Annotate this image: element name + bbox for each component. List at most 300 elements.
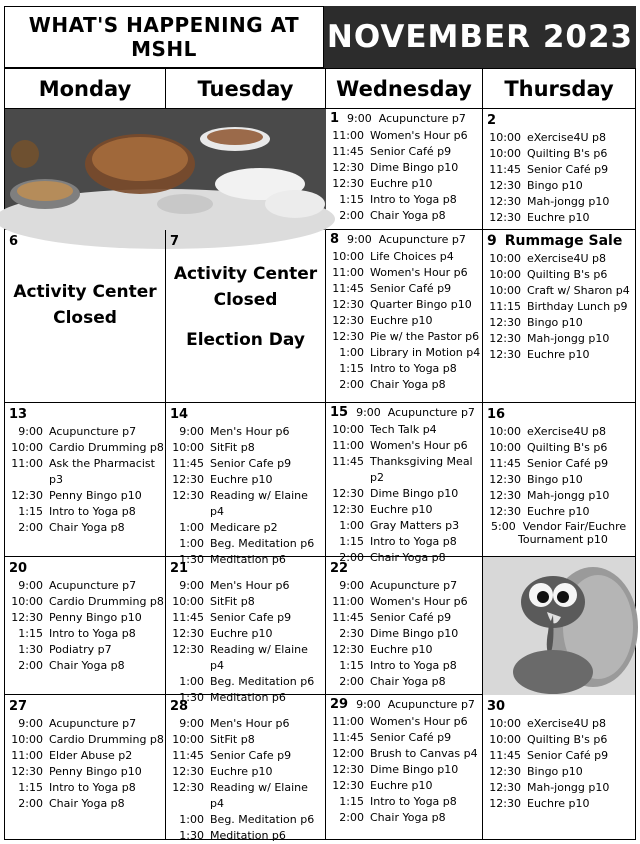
- event-name: Intro to Yoga p8: [370, 535, 457, 548]
- event-name: Dime Bingo p10: [370, 763, 459, 776]
- event-item: [485, 456, 635, 472]
- rummage-sale-title: Rummage Sale: [504, 233, 623, 249]
- event-time: 12:30: [332, 763, 364, 776]
- event-name: Intro to Yoga p8: [49, 627, 136, 640]
- event-item: [328, 518, 482, 534]
- event-item: [328, 746, 482, 762]
- day-cell-30: [483, 695, 635, 839]
- event-name: Ask the Pharmacist: [49, 457, 155, 470]
- event-name: Dime Bingo p10: [370, 627, 459, 640]
- day-number: 21: [170, 561, 189, 576]
- event-item: [168, 812, 325, 828]
- event-time: 10:00: [172, 595, 204, 608]
- event-time: 12:30: [332, 779, 364, 792]
- event-item: [328, 192, 482, 208]
- event-name: Men's Hour p6: [210, 717, 290, 730]
- event-name: Mah-jongg p10: [527, 195, 610, 208]
- event-name: Intro to Yoga p8: [370, 193, 457, 206]
- event-item: [328, 810, 482, 826]
- event-time: 12:30: [489, 332, 521, 345]
- event-name: Cardio Drumming p8: [49, 441, 164, 454]
- event-item: [328, 730, 482, 746]
- event-item: [485, 764, 635, 780]
- event-time: 2:00: [339, 209, 364, 222]
- event-name: Euchre p10: [527, 505, 590, 518]
- event-name: Acupuncture p7: [387, 406, 475, 419]
- event-name: Women's Hour p6: [370, 715, 468, 728]
- event-item: [485, 283, 635, 299]
- event-time: 9:00: [179, 717, 204, 730]
- event-time: 12:30: [489, 473, 521, 486]
- day-cell-27: [5, 695, 166, 839]
- event-name: Senior Café p9: [527, 163, 609, 176]
- event-time: 12:30: [172, 473, 204, 486]
- event-time: 10:00: [332, 250, 364, 263]
- event-name: Acupuncture p7: [387, 698, 475, 711]
- event-name: Chair Yoga p8: [49, 797, 125, 810]
- event-time: 12:30: [489, 195, 521, 208]
- event-name: Intro to Yoga p8: [370, 795, 457, 808]
- event-item: [485, 146, 635, 162]
- page-title: WHAT'S HAPPENING AT MSHL: [4, 6, 324, 68]
- day-number: 2: [487, 113, 497, 128]
- event-time: 10:00: [489, 147, 521, 160]
- event-name: Birthday Lunch p9: [527, 300, 628, 313]
- calendar-page: [4, 6, 636, 840]
- event-time: 11:00: [332, 266, 364, 279]
- event-name: Quilting B's p6: [527, 268, 608, 281]
- event-time: 10:00: [489, 425, 521, 438]
- event-time: 10:00: [489, 252, 521, 265]
- event-time: 12:30: [489, 489, 521, 502]
- event-time: 11:45: [332, 145, 364, 158]
- event-time: 1:30: [179, 691, 204, 704]
- event-time: 11:45: [332, 282, 364, 295]
- event-time: 11:45: [172, 749, 204, 762]
- event-time: 12:30: [332, 298, 364, 311]
- event-name: SitFit p8: [210, 595, 255, 608]
- event-item: [328, 160, 482, 176]
- event-item: [485, 251, 635, 267]
- event-time: 12:30: [332, 177, 364, 190]
- event-name: Craft w/ Sharon p4: [527, 284, 630, 297]
- event-item: [485, 194, 635, 210]
- event-name: Tech Talk p4: [370, 423, 437, 436]
- event-name: Elder Abuse p2: [49, 749, 133, 762]
- event-name: Meditation p6: [210, 691, 286, 704]
- event-name: Euchre p10: [370, 177, 433, 190]
- election-day-label: Election Day: [186, 330, 305, 350]
- event-item: [328, 265, 482, 281]
- vendor-fair-event: 5:00 Vendor Fair/Euchre Tournament p10: [491, 520, 627, 546]
- event-item: [485, 315, 635, 331]
- event-item: [328, 658, 482, 674]
- event-name: Senior Cafe p9: [210, 457, 292, 470]
- event-name: Podiatry p7: [49, 643, 112, 656]
- day-cell-9: [483, 230, 635, 403]
- event-time: 2:00: [339, 378, 364, 391]
- event-time: 10:00: [489, 268, 521, 281]
- event-name: Chair Yoga p8: [49, 659, 125, 672]
- event-name: Acupuncture p7: [49, 425, 137, 438]
- event-time: 2:00: [339, 675, 364, 688]
- event-list: [483, 422, 635, 520]
- event-name: Meditation p6: [210, 553, 286, 566]
- event-item: [7, 488, 165, 504]
- event-name: Euchre p10: [370, 779, 433, 792]
- event-item: [485, 716, 635, 732]
- event-item: [485, 331, 635, 347]
- day-number: 7: [170, 234, 180, 249]
- day-number: 6: [9, 234, 19, 249]
- event-time: 11:00: [332, 595, 364, 608]
- event-item: [485, 347, 635, 363]
- event-time: 12:00: [332, 747, 364, 760]
- event-name: Beg. Meditation p6: [210, 813, 315, 826]
- event-name: Bingo p10: [527, 765, 583, 778]
- event-name: Chair Yoga p8: [370, 378, 446, 391]
- event-item: [7, 610, 165, 626]
- event-name: Beg. Meditation p6: [210, 537, 315, 550]
- event-time: 9:00: [339, 579, 364, 592]
- event-item: [328, 313, 482, 329]
- event-time: 11:00: [332, 439, 364, 452]
- event-time: 9:00: [18, 425, 43, 438]
- event-item: [7, 520, 165, 536]
- event-time: 11:45: [172, 457, 204, 470]
- event-item: [168, 626, 325, 642]
- event-item: [328, 714, 482, 730]
- event-name: Intro to Yoga p8: [370, 659, 457, 672]
- event-name: Women's Hour p6: [370, 129, 468, 142]
- event-item: [168, 472, 325, 488]
- event-time: 11:45: [489, 749, 521, 762]
- event-item: [168, 674, 325, 690]
- event-name: Gray Matters p3: [370, 519, 460, 532]
- event-time: 9:00: [179, 425, 204, 438]
- event-name: Quilting B's p6: [527, 147, 608, 160]
- day-number: 15: [330, 405, 349, 420]
- event-name: Women's Hour p6: [370, 266, 468, 279]
- event-list: [326, 126, 482, 224]
- event-name: Quilting B's p6: [527, 733, 608, 746]
- event-item: [168, 610, 325, 626]
- event-item: [328, 422, 482, 438]
- calendar-grid: [4, 68, 636, 840]
- event-item: [328, 281, 482, 297]
- event-list: [5, 714, 165, 812]
- day-cell-28: [166, 695, 326, 842]
- event-name: Life Choices p4: [370, 250, 454, 263]
- event-time: 9:00: [347, 233, 372, 246]
- event-time: 12:30: [172, 489, 204, 502]
- event-name: Cardio Drumming p8: [49, 733, 164, 746]
- event-time: [7, 472, 43, 488]
- event-time: 1:15: [18, 627, 43, 640]
- event-name: Penny Bingo p10: [49, 765, 142, 778]
- event-time: 11:45: [489, 163, 521, 176]
- event-name: Men's Hour p6: [210, 425, 290, 438]
- event-time: 12:30: [11, 611, 43, 624]
- event-name: Euchre p10: [527, 348, 590, 361]
- event-time: 9:00: [347, 112, 372, 125]
- event-name: Euchre p10: [370, 314, 433, 327]
- event-name: Library in Motion p4: [370, 346, 481, 359]
- event-item: [328, 249, 482, 265]
- day-cell-21: [166, 557, 326, 704]
- event-item: [328, 578, 482, 594]
- thanksgiving-food-image: [5, 109, 326, 230]
- event-item: [328, 674, 482, 690]
- event-item: [7, 440, 165, 456]
- event-name: Acupuncture p7: [49, 579, 137, 592]
- event-name: Mah-jongg p10: [527, 781, 610, 794]
- event-time: 12:30: [489, 211, 521, 224]
- day-number: 1: [330, 111, 340, 126]
- event-item: [328, 176, 482, 192]
- event-name: Chair Yoga p8: [370, 551, 446, 564]
- event-list: [5, 422, 165, 536]
- event-item: [328, 377, 482, 393]
- event-name: Dime Bingo p10: [370, 487, 459, 500]
- event-item: [7, 732, 165, 748]
- day-cell-7: [166, 230, 326, 403]
- closed-notice: Activity Center Closed Election Day: [166, 261, 325, 353]
- event-time: 12:30: [489, 505, 521, 518]
- event-name: Medicare p2: [210, 521, 278, 534]
- event-item: [7, 456, 165, 472]
- event-name: Bingo p10: [527, 179, 583, 192]
- event-time: 10:00: [489, 733, 521, 746]
- event-item: [168, 716, 325, 732]
- event-item: [168, 520, 325, 536]
- event-item: [7, 764, 165, 780]
- event-time: 12:30: [332, 314, 364, 327]
- event-item: [328, 642, 482, 658]
- event-item: [168, 440, 325, 456]
- event-item: [7, 578, 165, 594]
- event-time: 9:00: [356, 406, 381, 419]
- event-time: 12:30: [332, 330, 364, 343]
- event-name: Euchre p10: [527, 211, 590, 224]
- event-item: [7, 424, 165, 440]
- event-time: 12:30: [11, 489, 43, 502]
- event-item: [7, 594, 165, 610]
- event-time: 1:15: [339, 362, 364, 375]
- event-time: 12:30: [332, 643, 364, 656]
- event-name: Acupuncture p7: [49, 717, 137, 730]
- event-time: 10:00: [172, 441, 204, 454]
- event-name: Chair Yoga p8: [370, 675, 446, 688]
- event-item: [328, 610, 482, 626]
- closed-notice: Activity Center Closed: [13, 282, 157, 328]
- event-time: 10:00: [489, 441, 521, 454]
- event-item: [328, 762, 482, 778]
- event-name: SitFit p8: [210, 441, 255, 454]
- day-number: 20: [9, 561, 28, 576]
- event-item: [168, 642, 325, 674]
- event-item: [485, 780, 635, 796]
- day-cell-1: [326, 109, 483, 230]
- month-title: NOVEMBER 2023: [324, 6, 636, 68]
- event-item: [7, 626, 165, 642]
- event-item: [328, 454, 482, 486]
- event-name: Euchre p10: [210, 627, 273, 640]
- event-time: 2:30: [339, 627, 364, 640]
- event-time: 10:00: [489, 131, 521, 144]
- event-item: [7, 472, 165, 488]
- day-number: 22: [330, 561, 349, 576]
- event-time: 11:45: [172, 611, 204, 624]
- event-item: [168, 732, 325, 748]
- event-name: Intro to Yoga p8: [49, 781, 136, 794]
- event-name: Dime Bingo p10: [370, 161, 459, 174]
- event-time: 1:15: [339, 193, 364, 206]
- event-item: [485, 210, 635, 226]
- event-name: Intro to Yoga p8: [370, 362, 457, 375]
- event-item: [485, 162, 635, 178]
- event-time: 11:45: [332, 731, 364, 744]
- event-time: 12:30: [489, 348, 521, 361]
- event-time: 12:30: [172, 765, 204, 778]
- event-time: 1:00: [179, 675, 204, 688]
- event-name: Cardio Drumming p8: [49, 595, 164, 608]
- event-list: [166, 714, 325, 844]
- event-name: eXercise4U p8: [527, 131, 606, 144]
- event-time: 10:00: [332, 423, 364, 436]
- event-list: [483, 249, 635, 363]
- day-cell-15: [326, 403, 483, 564]
- event-item: [485, 472, 635, 488]
- event-time: 10:00: [489, 717, 521, 730]
- day-cell-6: [5, 230, 166, 403]
- day-cell-29: [326, 695, 483, 839]
- event-item: [7, 658, 165, 674]
- event-name: Quilting B's p6: [527, 441, 608, 454]
- event-name: Senior Café p9: [370, 282, 452, 295]
- day-number: 9: [487, 233, 497, 249]
- event-item: [328, 144, 482, 160]
- event-name: Chair Yoga p8: [370, 811, 446, 824]
- event-time: 12:30: [332, 487, 364, 500]
- event-name: Women's Hour p6: [370, 595, 468, 608]
- event-item: [7, 716, 165, 732]
- event-time: 1:15: [18, 505, 43, 518]
- event-item: [485, 299, 635, 315]
- event-name: Senior Café p9: [527, 749, 609, 762]
- event-time: 12:30: [489, 316, 521, 329]
- event-name: Senior Café p9: [370, 611, 452, 624]
- event-time: 1:15: [339, 659, 364, 672]
- event-time: 1:15: [18, 781, 43, 794]
- event-item: [7, 796, 165, 812]
- day-cell-2: [483, 109, 635, 230]
- event-item: [328, 329, 482, 345]
- event-item: [328, 778, 482, 794]
- event-time: 1:30: [179, 829, 204, 842]
- event-item: [168, 456, 325, 472]
- event-list: [483, 714, 635, 812]
- day-number: 28: [170, 699, 189, 714]
- event-item: [328, 594, 482, 610]
- event-list: [483, 128, 635, 226]
- event-item: [328, 502, 482, 518]
- event-item: [168, 780, 325, 812]
- event-name: Euchre p10: [210, 765, 273, 778]
- event-item: [328, 297, 482, 313]
- day-number: 14: [170, 407, 189, 422]
- event-time: 12:30: [332, 161, 364, 174]
- event-item: [168, 536, 325, 552]
- event-item: [328, 128, 482, 144]
- event-list: [5, 576, 165, 674]
- event-time: 2:00: [339, 551, 364, 564]
- event-time: 12:30: [489, 765, 521, 778]
- event-name: Penny Bingo p10: [49, 611, 142, 624]
- event-time: 12:30: [489, 797, 521, 810]
- event-name: Acupuncture p7: [370, 579, 458, 592]
- event-item: [485, 732, 635, 748]
- day-number: 16: [487, 407, 506, 422]
- event-time: 11:15: [489, 300, 521, 313]
- event-name: Mah-jongg p10: [527, 489, 610, 502]
- event-item: [168, 828, 325, 844]
- event-item: [168, 594, 325, 610]
- event-name: eXercise4U p8: [527, 425, 606, 438]
- event-item: [7, 504, 165, 520]
- event-time: 12:30: [489, 179, 521, 192]
- event-time: 9:00: [18, 717, 43, 730]
- event-time: 9:00: [18, 579, 43, 592]
- event-list: [326, 576, 482, 690]
- food-illustration: [5, 109, 326, 230]
- day-cell-13: [5, 403, 166, 557]
- event-item: [168, 748, 325, 764]
- event-name: Penny Bingo p10: [49, 489, 142, 502]
- event-item: [328, 345, 482, 361]
- event-item: [328, 794, 482, 810]
- event-time: 1:00: [339, 346, 364, 359]
- day-cell-22: [326, 557, 483, 695]
- event-name: p3: [49, 473, 63, 486]
- event-name: eXercise4U p8: [527, 717, 606, 730]
- event-time: 11:45: [332, 455, 364, 468]
- event-time: 10:00: [11, 595, 43, 608]
- event-item: [168, 424, 325, 440]
- event-time: 1:15: [339, 795, 364, 808]
- day-cell-8: [326, 230, 483, 403]
- event-time: 11:45: [332, 611, 364, 624]
- event-time: 2:00: [18, 521, 43, 534]
- event-time: 12:30: [332, 503, 364, 516]
- event-name: Reading w/ Elaine p4: [210, 781, 308, 810]
- event-name: Senior Café p9: [370, 145, 452, 158]
- event-item: [168, 488, 325, 520]
- event-name: Women's Hour p6: [370, 439, 468, 452]
- event-time: 2:00: [339, 811, 364, 824]
- event-time: 11:45: [489, 457, 521, 470]
- event-name: Bingo p10: [527, 316, 583, 329]
- event-name: Reading w/ Elaine p4: [210, 489, 308, 518]
- event-name: Euchre p10: [370, 503, 433, 516]
- event-item: [485, 504, 635, 520]
- event-list: [166, 576, 325, 706]
- event-time: 11:00: [332, 129, 364, 142]
- event-item: [485, 178, 635, 194]
- event-name: Chair Yoga p8: [49, 521, 125, 534]
- event-item: [485, 267, 635, 283]
- day-number: 29: [330, 697, 349, 712]
